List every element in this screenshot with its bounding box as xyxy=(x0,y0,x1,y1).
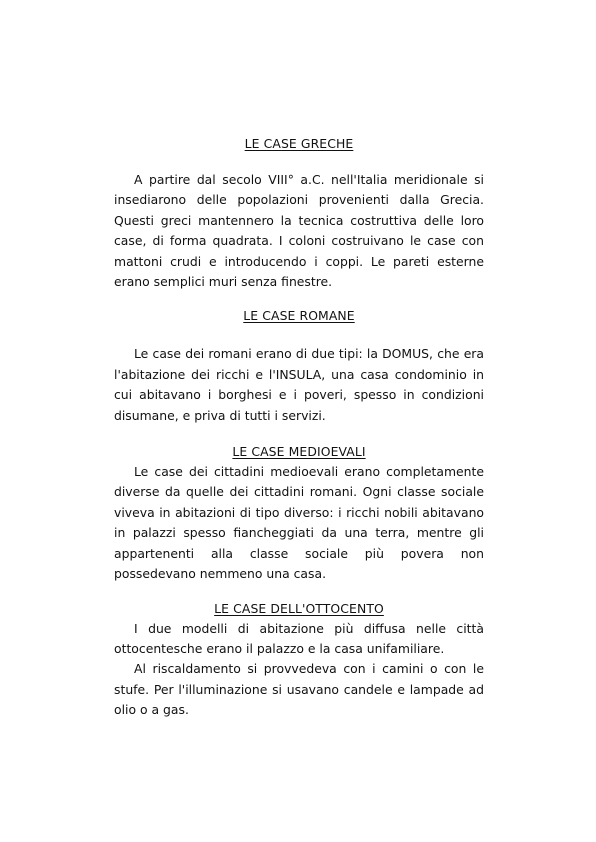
document-page xyxy=(114,134,484,721)
section-paragraph: Le case dei cittadini medioevali erano completamente diverse da quelle dei cittadini romani. Ogni classe sociale viveva in abitazioni di tipo diverso: i ricchi nobili abitavano in palazzi spesso fiancheggiati da una terra, mentre gli appartenenti alla classe sociale più povera non possedevano nemmeno una casa. xyxy=(114,464,484,582)
section-heading: LE CASE ROMANE xyxy=(243,308,355,324)
section-heading: LE CASE GRECHE xyxy=(244,136,354,151)
section-heading: LE CASE DELL'OTTOCENTO xyxy=(214,600,384,616)
section-paragraph: Al riscaldamento si provvedeva con i camini o con le stufe. Per l'illuminazione si usavano candele e lampade ad olio o a gas. xyxy=(114,661,484,718)
section-paragraph: A partire dal secolo VIII° a.C. nell'Italia meridionale si insediarono delle popolazioni provenienti dalla Grecia. Questi greci mantennero la tecnica costruttiva delle loro case, di forma quadrata. I coloni costruivano le case con mattoni crudi e introducendo i coppi. Le pareti esterne erano semplici muri senza finestre. xyxy=(114,172,484,290)
section-heading: LE CASE MEDIOEVALI xyxy=(232,444,366,460)
section-paragraph: Le case dei romani erano di due tipi: la DOMUS, che era l'abitazione dei ricchi e l'INSULA, una casa condominio in cui abitavano i borghesi e i poveri, spesso in condizioni disumane, e priva di tutti i servizi. xyxy=(114,346,484,423)
section-paragraph: I due modelli di abitazione più diffusa nelle città ottocentesche erano il palazzo e la casa unifamiliare. xyxy=(114,620,484,656)
